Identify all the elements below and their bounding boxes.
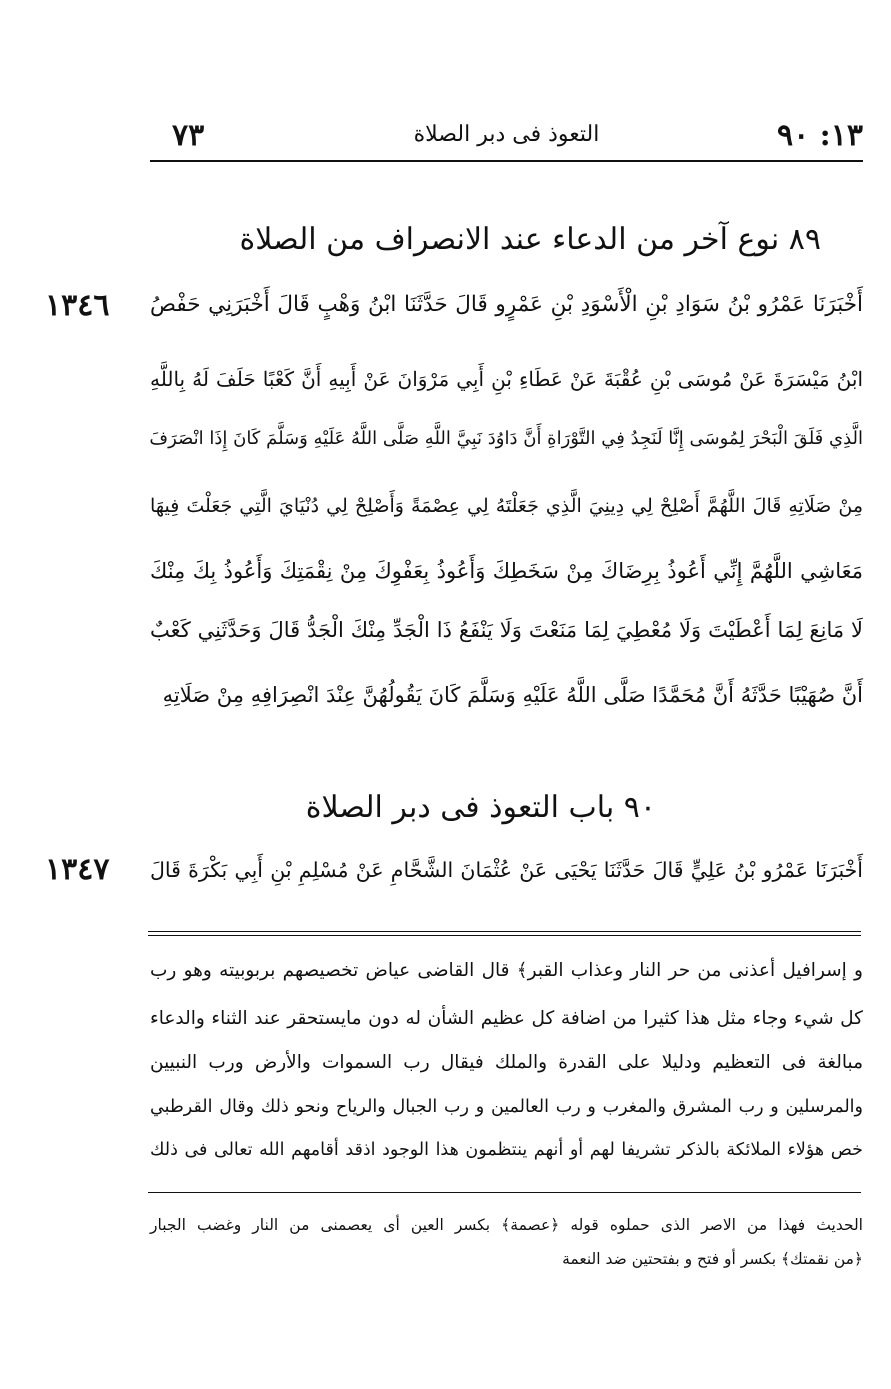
commentary-line-5: خص هؤلاء الملائكة بالذكر تشريفا لهم أو أنهم ينتظمون هذا الوجود اذقد أقامهم الله تعالى فى ذلك [150, 1140, 863, 1160]
section-90-heading: ٩٠ باب التعوذ فى دبر الصلاة [305, 790, 656, 825]
hadith-number-1346: ١٣٤٦ [45, 288, 110, 323]
footnote-line-1: الحديث فهذا من الاصر الذى حملوه قوله ﴿عصمة﴾ بكسر العين أى يعصمنى من النار وغضب الجبار [150, 1216, 863, 1234]
hadith-1346-line-5: مَعَاشِي اللَّهُمَّ إِنِّي أَعُوذُ بِرِضَاكَ مِنْ سَخَطِكَ وَأَعُوذُ بِعَفْوِكَ مِنْ نِقْمَتِكَ وَأَعُوذُ بِكَ مِنْكَ [150, 559, 863, 583]
commentary-line-2: كل شيء وجاء مثل هذا كثيرا من اضافة كل عظيم الشأن له دون مايستحقر عند الثناء والدعاء [150, 1008, 863, 1029]
commentary-line-1: و إسرافيل أعذنى من حر النار وعذاب القبر﴾ قال القاضى عياض تخصيصهم بربوبيته وهو رب [150, 960, 863, 981]
commentary-separator [148, 931, 861, 936]
footnote-separator [148, 1192, 861, 1193]
section-range: ١٣: ٩٠ [777, 118, 863, 153]
page-number: ٧٣ [172, 118, 205, 153]
hadith-number-1347: ١٣٤٧ [45, 852, 110, 887]
footnote-line-2: ﴿من نقمتك﴾ بكسر أو فتح و بفتحتين ضد النعمة [562, 1250, 863, 1268]
hadith-1346-line-7: أَنَّ صُهَيْبًا حَدَّثَهُ أَنَّ مُحَمَّدًا صَلَّى اللَّهُ عَلَيْهِ وَسَلَّمَ كَانَ يَقُولُهُنَّ عِنْدَ انْصِرَافِهِ مِنْ صَلَاتِهِ [162, 683, 863, 707]
hadith-1347-line-1: أَخْبَرَنَا عَمْرُو بْنُ عَلِيٍّ قَالَ حَدَّثَنَا يَحْيَى عَنْ عُثْمَانَ الشَّحَّامِ عَنْ مُسْلِمِ بْنِ أَبِي بَكْرَةَ قَالَ [150, 858, 863, 882]
section-89-heading: ٨٩ نوع آخر من الدعاء عند الانصراف من الصلاة [239, 222, 821, 257]
hadith-1346-line-6: لَا مَانِعَ لِمَا أَعْطَيْتَ وَلَا مُعْطِيَ لِمَا مَنَعْتَ وَلَا يَنْفَعُ ذَا الْجَدِّ مِنْكَ الْجَدُّ قَالَ وَحَدَّثَنِي كَعْبٌ [150, 618, 863, 642]
hadith-1346-line-3: الَّذِي فَلَقَ الْبَحْرَ لِمُوسَى إِنَّا لَنَجِدُ فِي التَّوْرَاةِ أَنَّ دَاوُدَ نَبِيَّ اللَّهِ صَلَّى اللَّهُ عَلَيْهِ وَسَلَّمَ كَانَ إِذَا انْصَرَفَ [149, 428, 863, 449]
hadith-1346-line-4: مِنْ صَلَاتِهِ قَالَ اللَّهُمَّ أَصْلِحْ لِي دِينِيَ الَّذِي جَعَلْتَهُ لِي عِصْمَةً وَأَصْلِحْ لِي دُنْيَايَ الَّتِي جَعَلْتَ فِيهَا [150, 495, 863, 517]
hadith-1346-line-2: ابْنُ مَيْسَرَةَ عَنْ مُوسَى بْنِ عُقْبَةَ عَنْ عَطَاءِ بْنِ أَبِي مَرْوَانَ عَنْ أَبِيهِ أَنَّ كَعْبًا حَلَفَ لَهُ بِاللَّهِ [150, 367, 864, 391]
commentary-line-3: مبالغة فى التعظيم ودليلا على القدرة والملك فيقال رب السموات والأرض ورب النبيين [150, 1052, 863, 1073]
running-header [150, 118, 863, 158]
hadith-1346-line-1: أَخْبَرَنَا عَمْرُو بْنُ سَوَادِ بْنِ الْأَسْوَدِ بْنِ عَمْرٍو قَالَ حَدَّثَنَا ابْنُ وَهْبٍ قَالَ أَخْبَرَنِي حَفْصُ [150, 292, 863, 317]
running-title: التعوذ فى دبر الصلاة [413, 122, 600, 147]
commentary-line-4: والمرسلين و رب المشرق والمغرب و رب العالمين و رب الجبال والرياح ونحو ذلك وقال القرطبي [150, 1097, 863, 1117]
header-rule [150, 160, 863, 162]
